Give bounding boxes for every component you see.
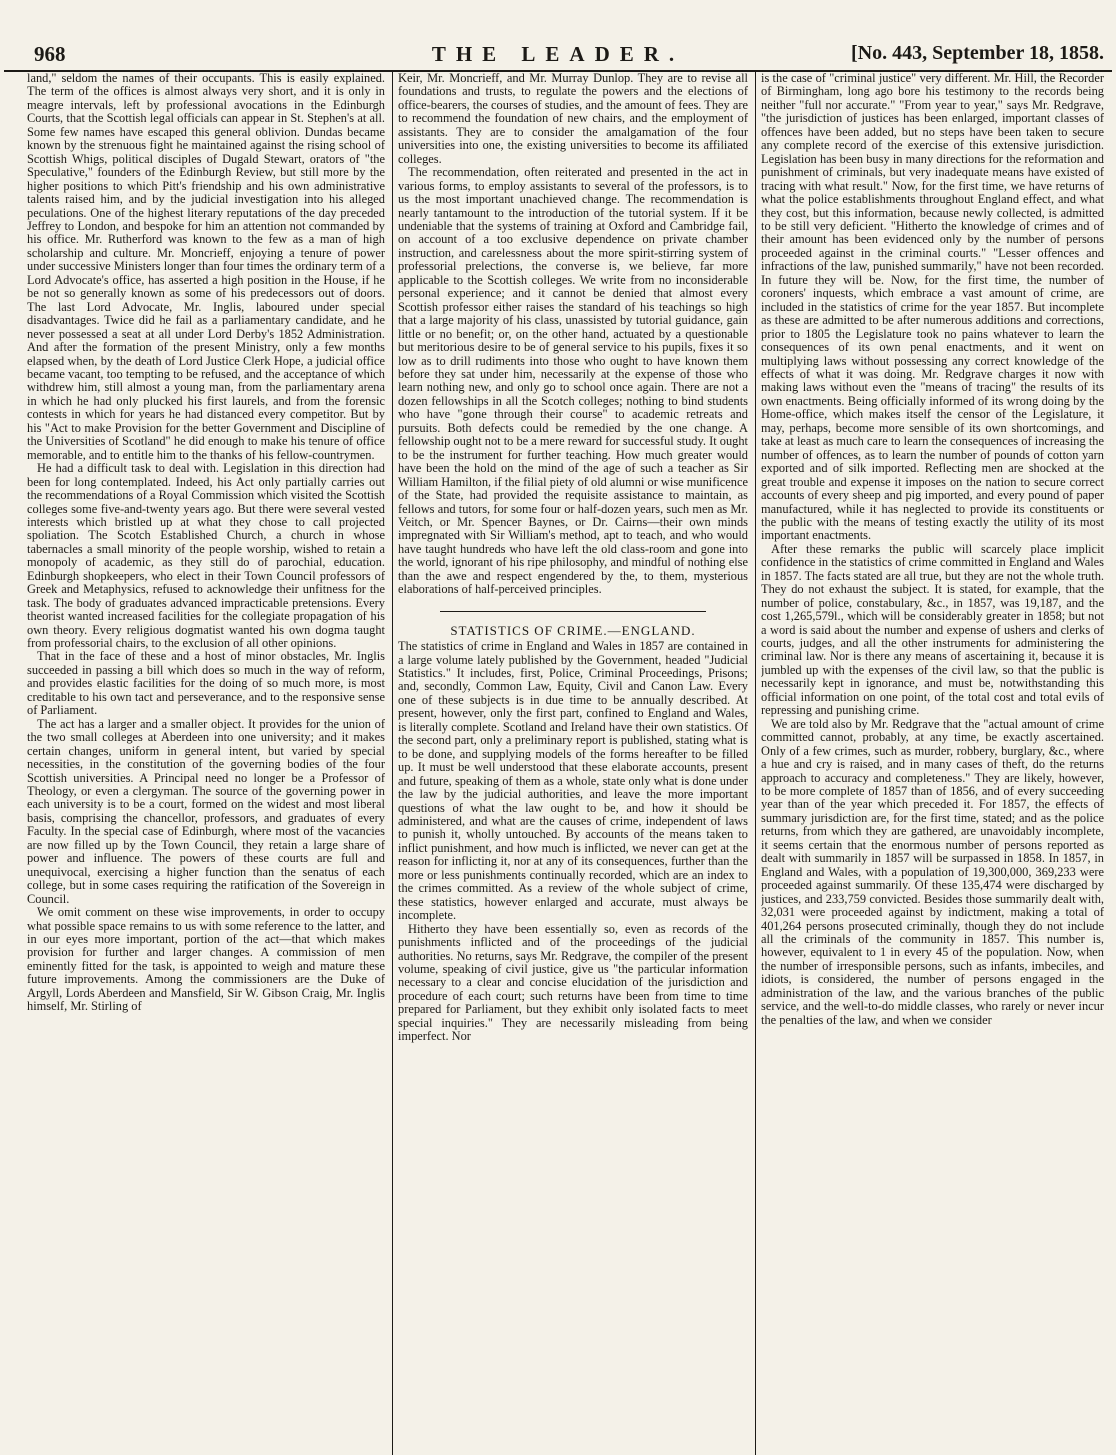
page-number: 968 (34, 42, 66, 66)
paragraph: We are told also by Mr. Redgrave that the "actual amount of crime committed cannot, probably, at any time, be exactly ascertained. Only of a few crimes, such as murder, robbery, burglary, &c., where a hue and cry is raised, and in many cases of theft, do the returns approach to accuracy and completeness." They are likely, however, to be more complete of 1857 than of 1856, and of every succeeding year than of the year which preceded it. For 1857, the effects of summary jurisdiction are, for the first time, stated; and as the police returns, from which they are gathered, are unavoidably incomplete, it seems certain that the enormous number of persons reported as dealt with summarily in 1857 will be surpassed in 1858. In 1857, in England and Wales, with a population of 19,300,000, 369,233 were proceeded against summarily. Of these 135,474 were discharged by justices, and 233,759 convicted. Besides those summarily dealt with, 32,031 were proceeded against by indictment, making a total of 401,264 persons prosecuted criminally, though they do not include all the criminals of the community in 1857. This number is, however, equivalent to 1 in every 45 of the population. Now, when the number of irresponsible persons, such as infants, imbeciles, and idiots, is considered, the number of persons engaged in the administration of the law, and the various branches of the public service, and the well-to-do middle classes, who rarely or never incur the penalties of the law, and when we consider (761, 716, 1104, 1027)
paragraph: He had a difficult task to deal with. Legislation in this direction had been for long contemplated. Indeed, his Act only partially carries out the recommendations of a Royal Commission which visited the Scottish colleges some five-and-twenty years ago. But there were several vested interests which bristled up at what they chose to call projected spoliation. The Scotch Established Church, a church in whose tabernacles a small minority of the people worship, wished to retain a monopoly of academic, as they still do of parochial, education. Edinburgh shopkeepers, who elect in their Town Council professors of Greek and Metaphysics, refused to acknowledge their unfitness for the task. The body of graduates advanced impracticable pretensions. Every theorist wanted increased facilities for the collegiate propagation of his own theory. Every religious dogmatist wanted his own dogma taught from professorial chairs, to the exclusion of all other opinions. (27, 461, 385, 651)
issue-date: [No. 443, September 18, 1858. (851, 42, 1104, 64)
column-2 (398, 72, 748, 1453)
column-rule (755, 72, 756, 1455)
paragraph: Hitherto they have been essentially so, even as records of the punishments inflicted and of the proceedings of the judicial authorities. No returns, says Mr. Redgrave, the compiler of the present volume, speaking of civil justice, give us "the particular information necessary to a clear and concise elucidation of the jurisdiction and procedure of each court; such returns have been from time to time prepared for Parliament, but they exhibit only isolated facts to meet special inquiries." They are necessarily misleading from being imperfect. Nor (398, 921, 748, 1044)
column-1 (27, 72, 385, 1453)
section-divider (440, 611, 706, 612)
paragraph: land," seldom the names of their occupants. This is easily explained. The term of the offices is almost always very short, and it is only in meagre intervals, left by professional avocations in the Edinburgh Courts, that the Scottish legal officials can appear in St. Stephen's at all. Some few names have escaped this general oblivion. Dundas became known by the strenuous fight he maintained against the rising school of Scottish Whigs, political disciples of Dugald Stewart, orators of "the Speculative," founders of the Edinburgh Review, but still more by the higher positions to which Pitt's friendship and his own administrative talents raised him, and by the judicial investigation into his alleged peculations. One of the highest literary reputations of the day preceded Jeffrey to London, and bespoke for him an attention not commanded by his office. Mr. Rutherford was known to the few as a man of high scholarship and culture. Mr. Moncrieff, enjoying a tenure of power under successive Ministers longer than four times the ordinary term of a Lord Advocate's office, has asserted a high position in the House, if he be not so generally known as some of his predecessors out of doors. The last Lord Advocate, Mr. Inglis, laboured under special disadvantages. Twice did he fail as a parliamentary candidate, and he never possessed a seat at all under Lord Derby's 1852 Administration. And after the formation of the present Ministry, only a few months elapsed when, by the death of Lord Justice Clerk Hope, a judicial office became vacant, too tempting to be refused, and the acceptance of which withdrew him, still almost a young man, from the parliamentary arena in which he had only plucked his first laurels, and from the forensic contests in which for years he had distanced every competitor. But by his "Act to make Provision for the better Government and Discipline of the Universities of Scotland" he did enough to make his tenure of office memorable, and to entitle him to the thanks of his fellow-countrymen. (27, 72, 385, 462)
masthead (4, 40, 1112, 72)
paragraph: We omit comment on these wise improvements, in order to occupy what possible space remains to us with some reference to the latter, and in our eyes more important, portion of the act—that which makes provision for further and larger changes. A commission of men eminently fitted for the task, is appointed to weigh and mature these future improvements. Among the commissioners are the Duke of Argyll, Lords Aberdeen and Mansfield, Sir W. Gibson Craig, Mr. Inglis himself, Mr. Stirling of (27, 905, 385, 1014)
column-rule (392, 72, 393, 1455)
section-heading: STATISTICS OF CRIME.—ENGLAND. (450, 622, 696, 638)
newspaper-title: THE LEADER. (431, 42, 685, 66)
column-3 (761, 72, 1104, 1453)
paragraph: The statistics of crime in England and Wales in 1857 are contained in a large volume lately published by the Government, headed "Judicial Statistics." It includes, first, Police, Criminal Proceedings, Prisons; and, secondly, Common Law, Equity, Civil and Canon Law. Every one of these subjects is in due time to be annually described. At present, however, only the first part, confined to England and Wales, is literally complete. Scotland and Ireland have their own statistics. Of the second part, only a preliminary report is published, stating what is to be done, and supplying models of the forms hereafter to be filled up. It must be well understood that these elaborate accounts, present and future, speaking of them as a whole, state only what is done under the law by the judicial authorities, and leave the more important questions of what the law ought to be, and how it should be administered, and what are the causes of crime, independent of laws to punish it, wholly untouched. By accounts of the means taken to inflict punishment, and how much is inflicted, we never can get at the reason for inflicting it, nor at any of its consequences, further than the more or less punishments continually recorded, which are an index to the crimes committed. As a review of the whole subject of crime, these statistics, however enlarged and accurate, must always be incomplete. (398, 639, 748, 923)
paragraph: After these remarks the public will scarcely place implicit confidence in the statistics of crime committed in England and Wales in 1857. The facts stated are all true, but they are not the whole truth. They do not exhaust the subject. It is stated, for example, that the number of police, constabulary, &c., in 1857, was 19,187, and the cost 1,265,579l., which will be considerably greater in 1858; but not a word is said about the number and expense of ushers and clerks of courts, judges, and all the other instruments for administering the criminal law. Nor is there any means of ascertaining it, because it is jumbled up with the expenses of the civil law, so that the public is necessarily kept in ignorance, and must be, notwithstanding this official information on one point, of the total cost and total evils of repressing and punishing crime. (761, 541, 1104, 718)
paragraph: is the case of "criminal justice" very different. Mr. Hill, the Recorder of Birmingham, long ago bore his testimony to the records being neither "full nor accurate." "From year to year," says Mr. Redgrave, "the jurisdiction of justices has been enlarged, important classes of offences have been added, but no steps have been taken to secure any complete record of the exercise of this extensive jurisdiction. Legislation has been busy in many directions for the reformation and punishment of criminals, but very inadequate means have existed of tracing with what result." Now, for the first time, we have returns of what the police establishments throughout England effect, and what they cost, but this information, because newly collected, is admitted to be still very deficient. "Hitherto the knowledge of crimes and of their amount has been evidenced only by the number of persons proceeded against in the criminal courts." "Lesser offences and infractions of the law, punished summarily," have not been recorded. In future they will be. Now, for the first time, the number of coroners' inquests, which embrace a vast amount of crime, are included in the statistics of crime for the year 1857. But incomplete as these are admitted to be after numerous additions and corrections, prior to 1805 the Legislature took no pains whatever to learn the consequences of its own penal enactments, and it went on multiplying laws without possessing any correct knowledge of the effects of what it was doing. Mr. Redgrave charges it now with making laws without even the "means of tracing" the results of its own enactments. Being officially informed of its wrong doing by the Home-office, which makes itself the censor of the Legislature, it may, perhaps, become more sensible of its own shortcomings, and take at least as much care to learn the consequences of increasing the number of offences, as to learn the number of pounds of cotton yarn exported and of silk imported. Reflecting men are shocked at the great trouble and expense it imposes on the nation to secure correct accounts of every sheep and pig imported, and every pound of paper manufactured, while it has neglected to provide its constituents or the public with the means of testing exactly the utility of its most important enactments. (761, 72, 1104, 543)
article-columns (4, 72, 1112, 1455)
paragraph: The act has a larger and a smaller object. It provides for the union of the two small colleges at Aberdeen into one university; and it makes certain changes, uniform in general intent, but varied by special necessities, in the constitution of the governing bodies of the four Scottish universities. A Principal need no longer be a Professor of Theology, or even a clergyman. The source of the governing power in each university is to be a court, formed on the widest and most liberal basis, comprising the chancellor, professors, and graduates of every Faculty. In the special case of Edinburgh, where most of the vacancies are now filled up by the Town Council, they retain a large share of power and influence. The powers of these courts are full and unequivocal, exercising a higher function than the senatus of each college, but in some cases requiring the ratification of the Sovereign in Council. (27, 716, 385, 906)
paragraph: Keir, Mr. Moncrieff, and Mr. Murray Dunlop. They are to revise all foundations and trusts, to regulate the powers and the elections of office-bearers, the courses of studies, and the amount of fees. They are to recommend the foundation of new chairs, and the employment of assistants. They are to consider the amalgamation of the four universities into one, the existing universities to become its affiliated colleges. (398, 72, 748, 166)
paragraph: That in the face of these and a host of minor obstacles, Mr. Inglis succeeded in passing a bill which does so much in the way of reform, and provides elastic facilities for the doing of so much more, is most creditable to his own tact and perseverance, and to the responsive sense of Parliament. (27, 649, 385, 718)
paragraph: The recommendation, often reiterated and presented in the act in various forms, to employ assistants to several of the professors, is to us the most important unachieved change. The recommendation is nearly tantamount to the introduction of the tutorial system. If it be undeniable that the systems of training at Oxford and Cambridge fail, on account of a too exclusive dependence on private chamber instruction, and carelessness about the more spirit-stirring system of professorial prelections, the converse is, we believe, far more applicable to the Scottish colleges. We write from no inconsiderable personal experience; and it cannot be denied that almost every Scottish professor either raises the standard of his teachings so high that a large majority of his class, unassisted by tutorial guidance, gain little or no benefit; or, on the other hand, actuated by a questionable but meritorious desire to be of general service to his pupils, fixes it so low as to drill rudiments into those who ought to have known them before they sat under him, necessarily at the expense of those who learn nothing new, and only go to school once again. There are not a dozen fellowships in all the Scotch colleges; nothing to bind students who have "gone through their course" to academic retreats and pursuits. Both defects could be remedied by the one change. A fellowship ought not to be a mere reward for successful study. It ought to be the instrument for further teaching. How much greater would have been the hold on the mind of the age of such a teacher as Sir William Hamilton, if the filial piety of old alumni or wise munificence of the State, had provided the requisite assistance to maintain, as fellows and tutors, for some four or half-dozen years, such men as Mr. Veitch, or Mr. Spencer Baynes, or Dr. Cairns—their own minds impregnated with Sir William's method, apt to teach, and who would have taught hundreds who have left the old class-room and gone into the world, ignorant of his ripe philosophy, and mindful of nothing else than the awe and respect engendered by the, to them, mysterious elaborations of half-perceived principles. (398, 165, 748, 597)
